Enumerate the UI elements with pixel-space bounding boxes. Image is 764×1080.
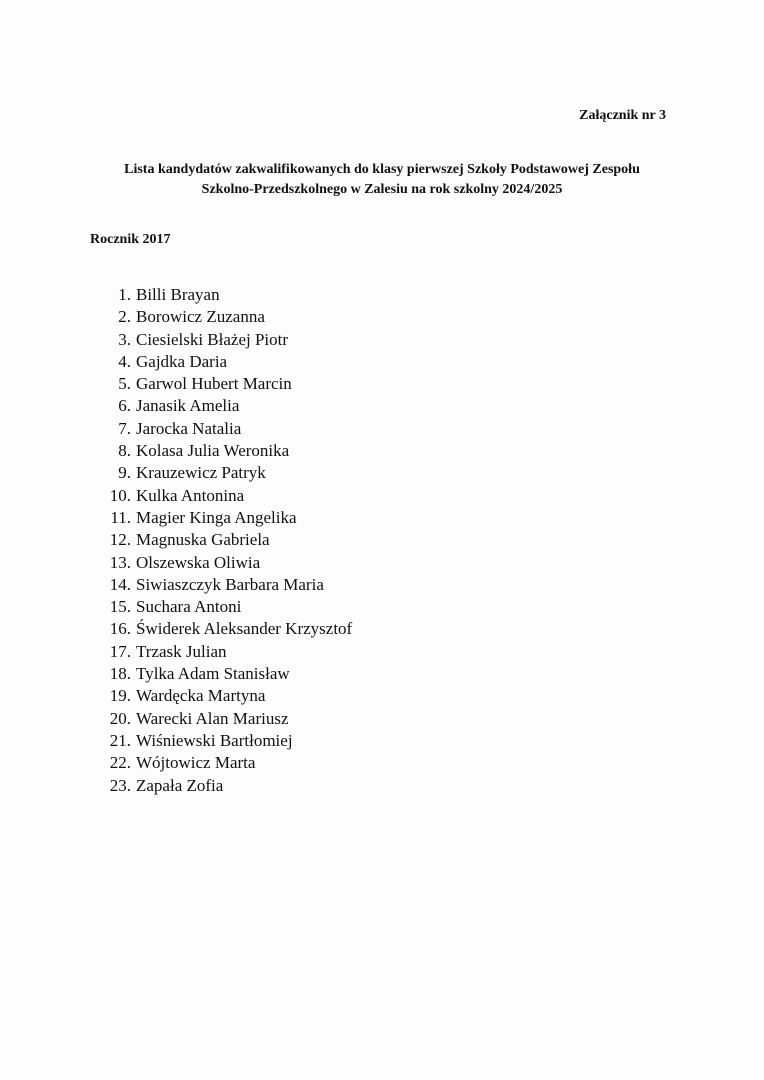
candidate-number: 19. <box>109 686 131 706</box>
list-item <box>96 284 352 306</box>
list-item <box>96 775 352 797</box>
list-item <box>96 373 352 395</box>
candidate-number: 22. <box>109 753 131 773</box>
candidate-name: Magnuska Gabriela <box>136 530 270 550</box>
candidate-name: Wójtowicz Marta <box>136 753 256 773</box>
candidate-number: 5. <box>118 374 131 394</box>
list-item <box>96 596 352 618</box>
candidate-number: 15. <box>109 597 131 617</box>
candidate-name: Krauzewicz Patryk <box>136 463 266 483</box>
list-item <box>96 685 352 707</box>
candidate-name: Kulka Antonina <box>136 485 245 505</box>
candidate-number: 1. <box>118 285 131 304</box>
list-item <box>96 529 352 551</box>
list-item <box>96 418 352 440</box>
candidate-name: Warecki Alan Mariusz <box>136 708 289 728</box>
candidate-number: 17. <box>109 641 131 661</box>
list-item <box>96 395 352 417</box>
annex-label: Załącznik nr 3 <box>579 108 666 123</box>
candidate-name: Billi Brayan <box>136 285 220 304</box>
candidate-number: 20. <box>109 708 131 728</box>
candidate-name: Olszewska Oliwia <box>136 552 261 572</box>
list-item <box>96 329 352 351</box>
candidate-number: 21. <box>109 730 131 750</box>
candidate-name: Wiśniewski Bartłomiej <box>136 730 293 750</box>
candidate-name: Siwiaszczyk Barbara Maria <box>136 574 324 594</box>
candidate-number: 18. <box>109 664 131 684</box>
candidate-number: 8. <box>118 441 131 461</box>
candidate-number: 23. <box>109 775 131 795</box>
candidate-name: Suchara Antoni <box>136 597 242 617</box>
candidate-number: 6. <box>118 396 131 416</box>
list-item <box>96 663 352 685</box>
candidate-number: 14. <box>109 574 131 594</box>
list-item <box>96 440 352 462</box>
candidate-number: 16. <box>109 619 131 639</box>
list-item <box>96 641 352 663</box>
candidate-number: 13. <box>109 552 131 572</box>
candidate-name: Jarocka Natalia <box>136 418 242 438</box>
candidate-name: Borowicz Zuzanna <box>136 307 265 327</box>
candidate-number: 12. <box>109 530 131 550</box>
candidate-name: Tylka Adam Stanisław <box>136 664 290 684</box>
list-item <box>96 574 352 596</box>
candidate-number: 10. <box>109 485 131 505</box>
list-item <box>96 462 352 484</box>
candidate-list <box>96 284 352 797</box>
candidate-number: 9. <box>118 463 131 483</box>
candidate-number: 3. <box>118 329 131 349</box>
title-line-1: Lista kandydatów zakwalifikowanych do klasy pierwszej Szkoły Podstawowej Zespołu <box>124 162 640 177</box>
candidate-number: 11. <box>110 507 131 527</box>
candidate-name: Trzask Julian <box>136 641 227 661</box>
list-item <box>96 507 352 529</box>
candidate-number: 4. <box>118 351 131 371</box>
candidate-name: Świderek Aleksander Krzysztof <box>136 619 353 639</box>
list-item <box>96 351 352 373</box>
year-heading: Rocznik 2017 <box>90 232 171 247</box>
list-item <box>96 730 352 752</box>
candidate-name: Zapała Zofia <box>136 775 224 795</box>
candidate-name: Gajdka Daria <box>136 351 228 371</box>
candidate-name: Wardęcka Martyna <box>136 686 266 706</box>
document-title <box>60 160 704 200</box>
list-item <box>96 618 352 640</box>
candidate-number: 2. <box>118 307 131 327</box>
list-item <box>96 485 352 507</box>
candidate-name: Garwol Hubert Marcin <box>136 374 292 394</box>
list-item <box>96 306 352 328</box>
candidate-name: Janasik Amelia <box>136 396 240 416</box>
candidate-name: Ciesielski Błażej Piotr <box>136 329 289 349</box>
candidate-name: Kolasa Julia Weronika <box>136 441 290 461</box>
list-item <box>96 752 352 774</box>
list-item <box>96 708 352 730</box>
candidate-number: 7. <box>118 418 131 438</box>
candidate-name: Magier Kinga Angelika <box>136 507 297 527</box>
title-line-2: Szkolno-Przedszkolnego w Zalesiu na rok szkolny 2024/2025 <box>201 182 563 197</box>
list-item <box>96 552 352 574</box>
